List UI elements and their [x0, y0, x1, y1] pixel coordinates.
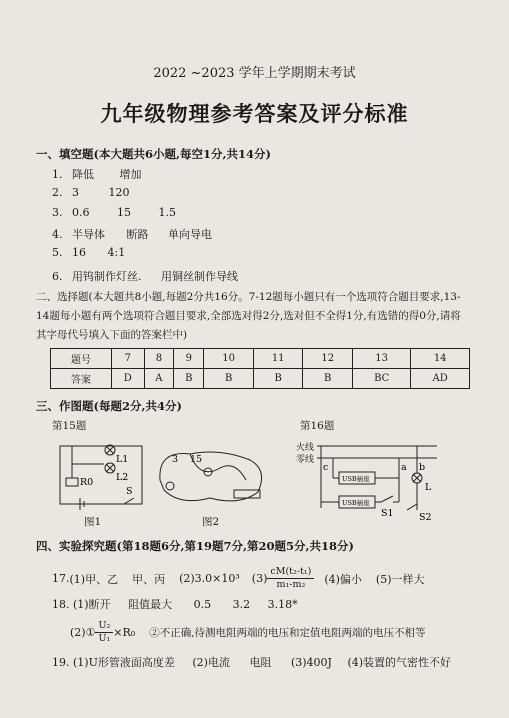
answer-5: 5. 16 4:1 — [52, 246, 126, 259]
label-3: 3 — [172, 454, 179, 465]
label-c: c — [323, 462, 329, 473]
table-row — [51, 369, 470, 389]
section2-heading: 二、选择题(本大题共8小题,每题2分共16分。7-12题每小题只有一个选项符合题目要求,13-14题每小题有两个选项符合题目要求,全部选对得2分,选对但不全得1分,有选错的得0分,请将其字母代号填入下面的答案栏中) — [36, 291, 461, 341]
answer-table — [50, 348, 470, 389]
circuit-figure-2 — [150, 440, 275, 510]
table-cell: 14 — [411, 349, 470, 369]
section4-heading: 四、实验探究题(第18题6分,第19题7分,第20题5分,共18分) — [36, 539, 354, 553]
table-cell: 13 — [352, 349, 410, 369]
label-r0: R0 — [80, 477, 94, 488]
fig2-caption: 图2 — [202, 516, 220, 528]
table-cell: B — [204, 369, 254, 389]
section1-heading: 一、填空题(本大题共6小题,每空1分,共14分) — [36, 147, 271, 161]
table-cell: 12 — [303, 349, 353, 369]
label-l1: L1 — [116, 454, 129, 465]
table-cell: B — [253, 369, 303, 389]
label-lamp: L — [425, 482, 432, 493]
answer-19: 19. (1)U形管液面高度差 (2)电流 电阻 (3)400J (4)装置的气密性不好 — [52, 656, 452, 669]
label-s2: S2 — [419, 512, 432, 523]
label-a: a — [401, 462, 407, 473]
formula-fraction: $\frac{\text{U₂}}{\text{U₁}}$ — [95, 620, 113, 645]
section3-heading: 三、作图题(每题2分,共4分) — [36, 399, 182, 413]
table-cell: 7 — [112, 349, 145, 369]
table-cell: 10 — [204, 349, 254, 369]
usb-label-2: USB插座 — [342, 499, 370, 507]
circuit-figure-16 — [315, 440, 440, 525]
table-row — [51, 349, 470, 369]
table-header-cell: 答案 — [51, 369, 112, 389]
resistor-r0-icon — [66, 478, 78, 486]
label-15: 15 — [190, 454, 203, 465]
label-s1: S1 — [381, 508, 394, 519]
table-header-cell: 题号 — [51, 349, 112, 369]
exam-subtitle: 2022 ~2023 学年上学期期末考试 — [153, 66, 356, 81]
switch-s1-icon — [381, 496, 393, 502]
answer-1: 1. 降低 增加 — [52, 168, 142, 181]
table-cell: AD — [411, 369, 470, 389]
label-s: S — [126, 486, 133, 497]
answer-17: 17. (1)甲、乙 甲、丙 (2)3.0×10³ (3) $\frac{\text{cM(t₂-t₁)}}{\text{m₁-m₂}}$ (4)偏小 (5)一样大 — [52, 566, 425, 590]
circuit-figure-1 — [50, 438, 150, 513]
formula-fraction: $\frac{\text{cM(t₂-t₁)}}{\text{m₁-m₂}}$ — [267, 566, 314, 591]
fire-wire-label: 火线 — [296, 443, 315, 453]
table-cell: D — [112, 369, 145, 389]
fig1-caption: 图1 — [84, 516, 102, 528]
table-cell: 11 — [253, 349, 303, 369]
table-cell: BC — [352, 369, 410, 389]
switch-s2-icon — [407, 504, 417, 510]
table-cell: 9 — [174, 349, 204, 369]
q16-label: 第16题 — [300, 420, 335, 432]
answer-4: 4. 半导体 断路 单向导电 — [52, 228, 212, 241]
table-cell: B — [303, 369, 353, 389]
usb-label-1: USB插座 — [342, 475, 370, 483]
table-cell: A — [144, 369, 174, 389]
switch-s-icon — [124, 498, 134, 504]
q15-label: 第15题 — [52, 420, 87, 432]
label-l2: L2 — [116, 472, 129, 483]
table-cell: 8 — [144, 349, 174, 369]
table-cell: B — [174, 369, 204, 389]
answer-6: 6. 用钨制作灯丝. 用铜丝制作导线 — [52, 270, 238, 283]
answer-3: 3. 0.6 15 1.5 — [52, 206, 176, 219]
page-title: 九年级物理参考答案及评分标准 — [100, 101, 409, 126]
answer-18-line1: 18. (1)断开 阻值最大 0.5 3.2 3.18* — [52, 598, 298, 611]
label-b: b — [419, 462, 426, 473]
answer-2: 2. 3 120 — [52, 186, 130, 199]
terminal-icon — [166, 482, 174, 490]
answer-18-line2: (2)① $\frac{\text{U₂}}{\text{U₁}}$ ×R₀ ②不正确,待测电阻两端的电压和定值电阻两端的电压不相等 — [70, 620, 426, 644]
zero-wire-label: 零线 — [296, 455, 315, 465]
rheostat-icon — [234, 490, 260, 498]
